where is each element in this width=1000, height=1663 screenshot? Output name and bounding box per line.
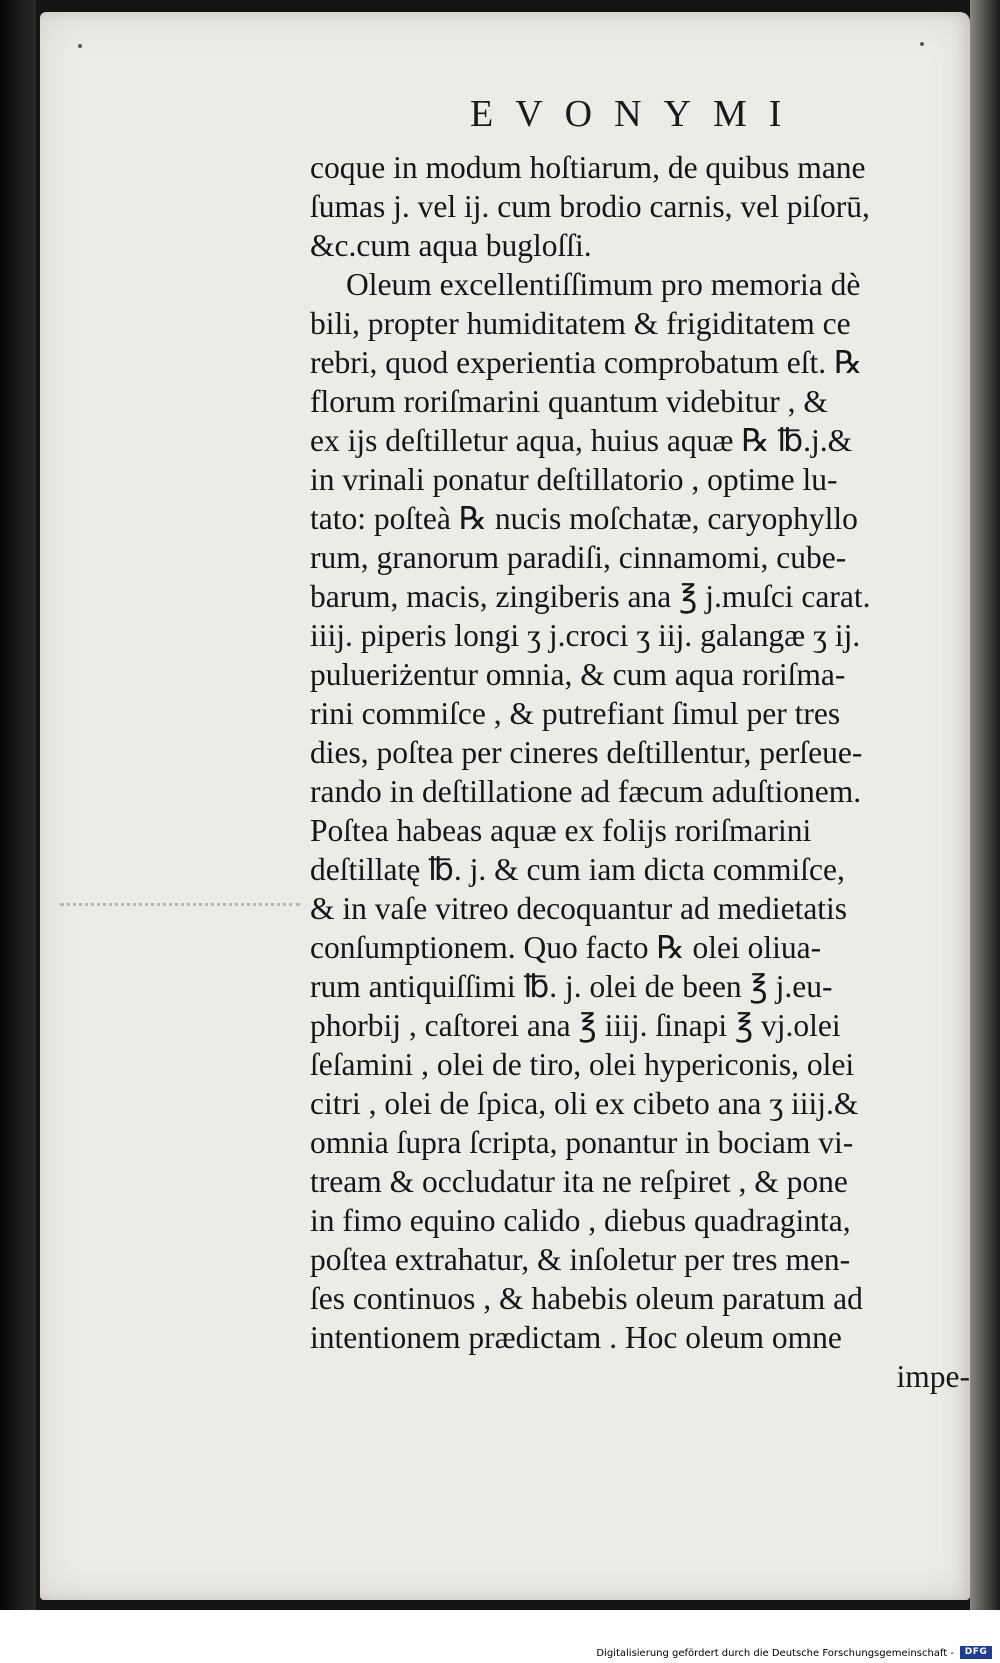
- text-line: &c.cum aqua bugloſſi.: [310, 228, 592, 263]
- text-line: ſes continuos , & habebis oleum paratum ad: [310, 1281, 863, 1316]
- text-line: Oleum excellentiſſimum pro memoria dè: [346, 267, 861, 302]
- dfg-logo: DFG: [960, 1646, 992, 1659]
- dotted-mark: [60, 903, 300, 914]
- text-line: & in vaſe vitreo decoquantur ad medietatis: [310, 891, 848, 926]
- text-line: in vrinali ponatur deſtillatorio , optime lu-: [310, 462, 838, 497]
- book-spine: [0, 0, 36, 1610]
- text-line: in fimo equino calido , diebus quadraginta,: [310, 1203, 851, 1238]
- text-line: florum roriſmarini quantum videbitur , &: [310, 384, 828, 419]
- text-line: rum antiquiſſimi ℔. j. olei de been ℥ j.eu-: [310, 969, 833, 1004]
- text-line: omnia ſupra ſcripta, ponantur in bociam vi-: [310, 1125, 854, 1160]
- page-speck: [920, 42, 924, 46]
- text-line: rando in deſtillatione ad fæcum aduſtionem.: [310, 774, 862, 809]
- text-line: dies, poſtea per cineres deſtillentur, perſeue-: [310, 735, 863, 770]
- text-line: tato: poſteà ℞ nucis moſchatæ, caryophyllo: [310, 501, 858, 536]
- running-head: EVONYMI: [470, 93, 804, 135]
- text-line: ſeſamini , olei de tiro, olei hypericonis, olei: [310, 1047, 855, 1082]
- text-line: rebri, quod experientia comprobatum eſt. ℞: [310, 345, 863, 380]
- text-line: phorbij , caſtorei ana ℥ iiij. ſinapi ℥ vj.olei: [310, 1008, 841, 1043]
- text-line: intentionem prædictam . Hoc oleum omne: [310, 1320, 842, 1355]
- page-speck: [78, 44, 82, 48]
- text-line: coque in modum hoſtiarum, de quibus mane: [310, 150, 866, 185]
- text-line: rum, granorum paradiſi, cinnamomi, cube-: [310, 540, 847, 575]
- text-line: conſumptionem. Quo facto ℞ olei oliua-: [310, 930, 822, 965]
- text-line: rini commiſce , & putrefiant ſimul per tres: [310, 696, 841, 731]
- text-line: deſtillatę ℔. j. & cum iam dicta commiſce,: [310, 852, 845, 887]
- catchword: impe-: [896, 1359, 970, 1394]
- text-line: tream & occludatur ita ne reſpiret , & pone: [310, 1164, 848, 1199]
- page-edge-strip: [970, 0, 1000, 1610]
- text-line: bili, propter humiditatem & frigiditatem ce: [310, 306, 851, 341]
- text-line: pulueriżentur omnia, & cum aqua roriſma-: [310, 657, 846, 692]
- text-line: ſumas j. vel ij. cum brodio carnis, vel piſorū,: [310, 189, 870, 224]
- footer-credit: Digitalisierung gefördert durch die Deutsche Forschungsgemeinschaft -: [596, 1648, 954, 1659]
- text-line: ex ijs deſtilletur aqua, huius aquæ ℞ ℔.j.&: [310, 423, 853, 458]
- text-line: barum, macis, zingiberis ana ℥ j.muſci carat.: [310, 579, 871, 614]
- text-line: Poſtea habeas aquæ ex folijs roriſmarini: [310, 813, 812, 848]
- text-block: [310, 148, 970, 1396]
- text-line: poſtea extrahatur, & inſoletur per tres men-: [310, 1242, 851, 1277]
- text-line: citri , olei de ſpica, oli ex cibeto ana ʒ iiij.&: [310, 1086, 859, 1121]
- text-line: iiij. piperis longi ʒ j.croci ʒ iij. galangæ ʒ ij.: [310, 618, 861, 653]
